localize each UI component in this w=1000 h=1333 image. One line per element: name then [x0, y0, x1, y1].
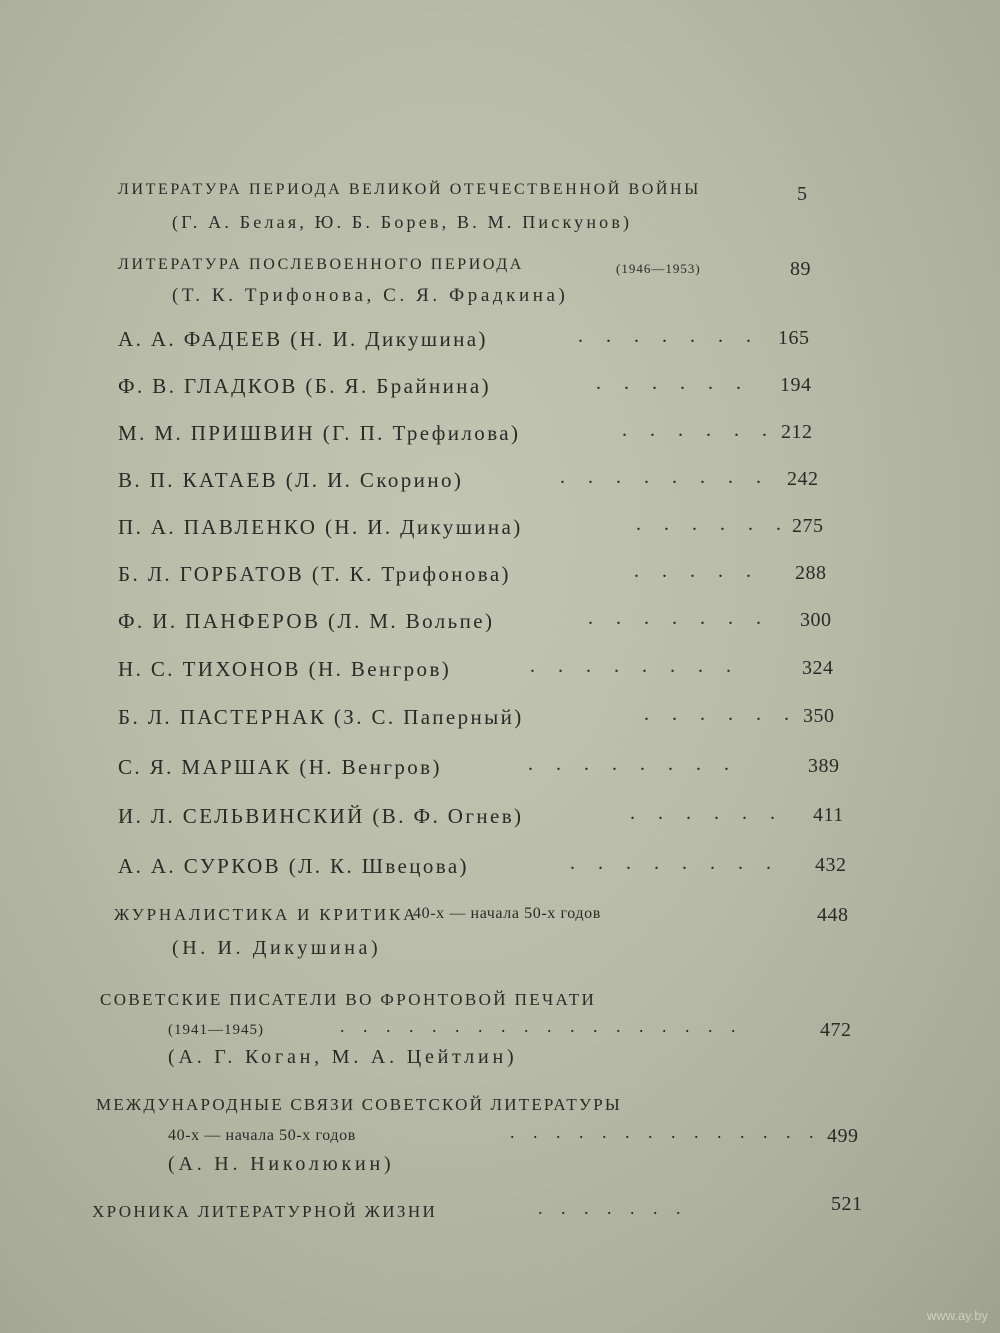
toc-title: М. М. ПРИШВИН (Г. П. Трефилова): [118, 421, 521, 445]
toc-title: Ф. В. ГЛАДКОВ (Б. Я. Брайнина): [118, 374, 492, 398]
toc-leader-dots: . . . . . . . . . . . . . .: [510, 1122, 821, 1142]
toc-section-subtitle: 40-х — начала 50-х годов: [168, 1127, 356, 1144]
toc-page-number: 89: [790, 258, 811, 280]
toc-page-number: 288: [795, 562, 827, 584]
toc-leader-dots: . . . . . .: [644, 703, 798, 725]
toc-leader-dots: . . . . . . .: [578, 325, 760, 347]
toc-page-number: 212: [781, 421, 813, 443]
toc-page-number: 521: [831, 1193, 863, 1215]
toc-section-title: ЖУРНАЛИСТИКА И КРИТИКА: [114, 905, 419, 924]
toc-section-title: МЕЖДУНАРОДНЫЕ СВЯЗИ СОВЕТСКОЙ ЛИТЕРАТУРЫ: [96, 1095, 622, 1114]
toc-authors: (А. Г. Коган, М. А. Цейтлин): [168, 1046, 518, 1068]
toc-title: Б. Л. ПАСТЕРНАК (З. С. Паперный): [118, 705, 524, 729]
toc-page-number: 472: [820, 1019, 852, 1041]
toc-page-number: 350: [803, 705, 835, 727]
toc-leader-dots: . . . . . .: [630, 802, 784, 824]
toc-section-title: ЛИТЕРАТУРА ПОСЛЕВОЕННОГО ПЕРИОДА: [118, 256, 524, 273]
toc-title: Б. Л. ГОРБАТОВ (Т. К. Трифонова): [118, 562, 511, 586]
toc-leader-dots: . . . . . . . .: [560, 466, 770, 488]
toc-leader-dots: . . . . . .: [636, 513, 790, 535]
toc-section-subtitle: 40-х — начала 50-х годов: [413, 905, 601, 922]
toc-title: Н. С. ТИХОНОВ (Н. Венгров): [118, 657, 452, 681]
toc-page-number: 432: [815, 854, 847, 876]
toc-authors: (Г. А. Белая, Ю. Б. Борев, В. М. Пискунов): [172, 212, 633, 232]
toc-page-number: 324: [802, 657, 834, 679]
toc-leader-dots: . . . . . . .: [538, 1198, 688, 1218]
toc-page-number: 411: [813, 804, 844, 826]
toc-leader-dots: . . . . . . .: [588, 607, 770, 629]
toc-authors: (Т. К. Трифонова, С. Я. Фрадкина): [172, 285, 569, 306]
toc-authors: (А. Н. Николюкин): [168, 1153, 395, 1175]
toc-title: А. А. ФАДЕЕВ (Н. И. Дикушина): [118, 327, 488, 351]
toc-leader-dots: . . . . . .: [622, 419, 776, 441]
toc-page-number: 275: [792, 515, 824, 537]
toc-title: А. А. СУРКОВ (Л. К. Швецова): [118, 854, 469, 878]
toc-authors: (Н. И. Дикушина): [172, 937, 382, 959]
toc-title: В. П. КАТАЕВ (Л. И. Скорино): [118, 468, 464, 492]
toc-section-title: ЛИТЕРАТУРА ПЕРИОДА ВЕЛИКОЙ ОТЕЧЕСТВЕННОЙ ВОЙНЫ: [118, 181, 701, 198]
toc-leader-dots: . . . . . . . .: [528, 753, 738, 775]
toc-title: Ф. И. ПАНФЕРОВ (Л. М. Вольпе): [118, 609, 495, 633]
toc-leader-dots: . . . . . . . .: [530, 655, 740, 677]
toc-leader-dots: . . . . .: [634, 560, 760, 582]
toc-title: С. Я. МАРШАК (Н. Венгров): [118, 755, 442, 779]
toc-leader-dots: . . . . . .: [596, 372, 750, 394]
toc-title: П. А. ПАВЛЕНКО (Н. И. Дикушина): [118, 515, 523, 539]
watermark: www.ay.by: [926, 1308, 988, 1323]
toc-title: И. Л. СЕЛЬВИНСКИЙ (В. Ф. Огнев): [118, 804, 524, 828]
toc-section-title: СОВЕТСКИЕ ПИСАТЕЛИ ВО ФРОНТОВОЙ ПЕЧАТИ: [100, 990, 597, 1009]
toc-section-years: (1941—1945): [168, 1022, 264, 1038]
toc-section-title: ХРОНИКА ЛИТЕРАТУРНОЙ ЖИЗНИ: [92, 1202, 438, 1221]
toc-page-number: 300: [800, 609, 832, 631]
toc-page-number: 242: [787, 468, 819, 490]
toc-page-number: 389: [808, 755, 840, 777]
toc-page-number: 499: [827, 1125, 859, 1147]
toc-page-number: 5: [797, 183, 808, 205]
toc-leader-dots: . . . . . . . .: [570, 852, 780, 874]
toc-page-number: 448: [817, 904, 849, 926]
toc-page-number: 194: [780, 374, 812, 396]
toc-leader-dots: . . . . . . . . . . . . . . . . . .: [340, 1016, 743, 1036]
toc-page-number: 165: [778, 327, 810, 349]
toc-section-years: (1946—1953): [616, 261, 701, 276]
